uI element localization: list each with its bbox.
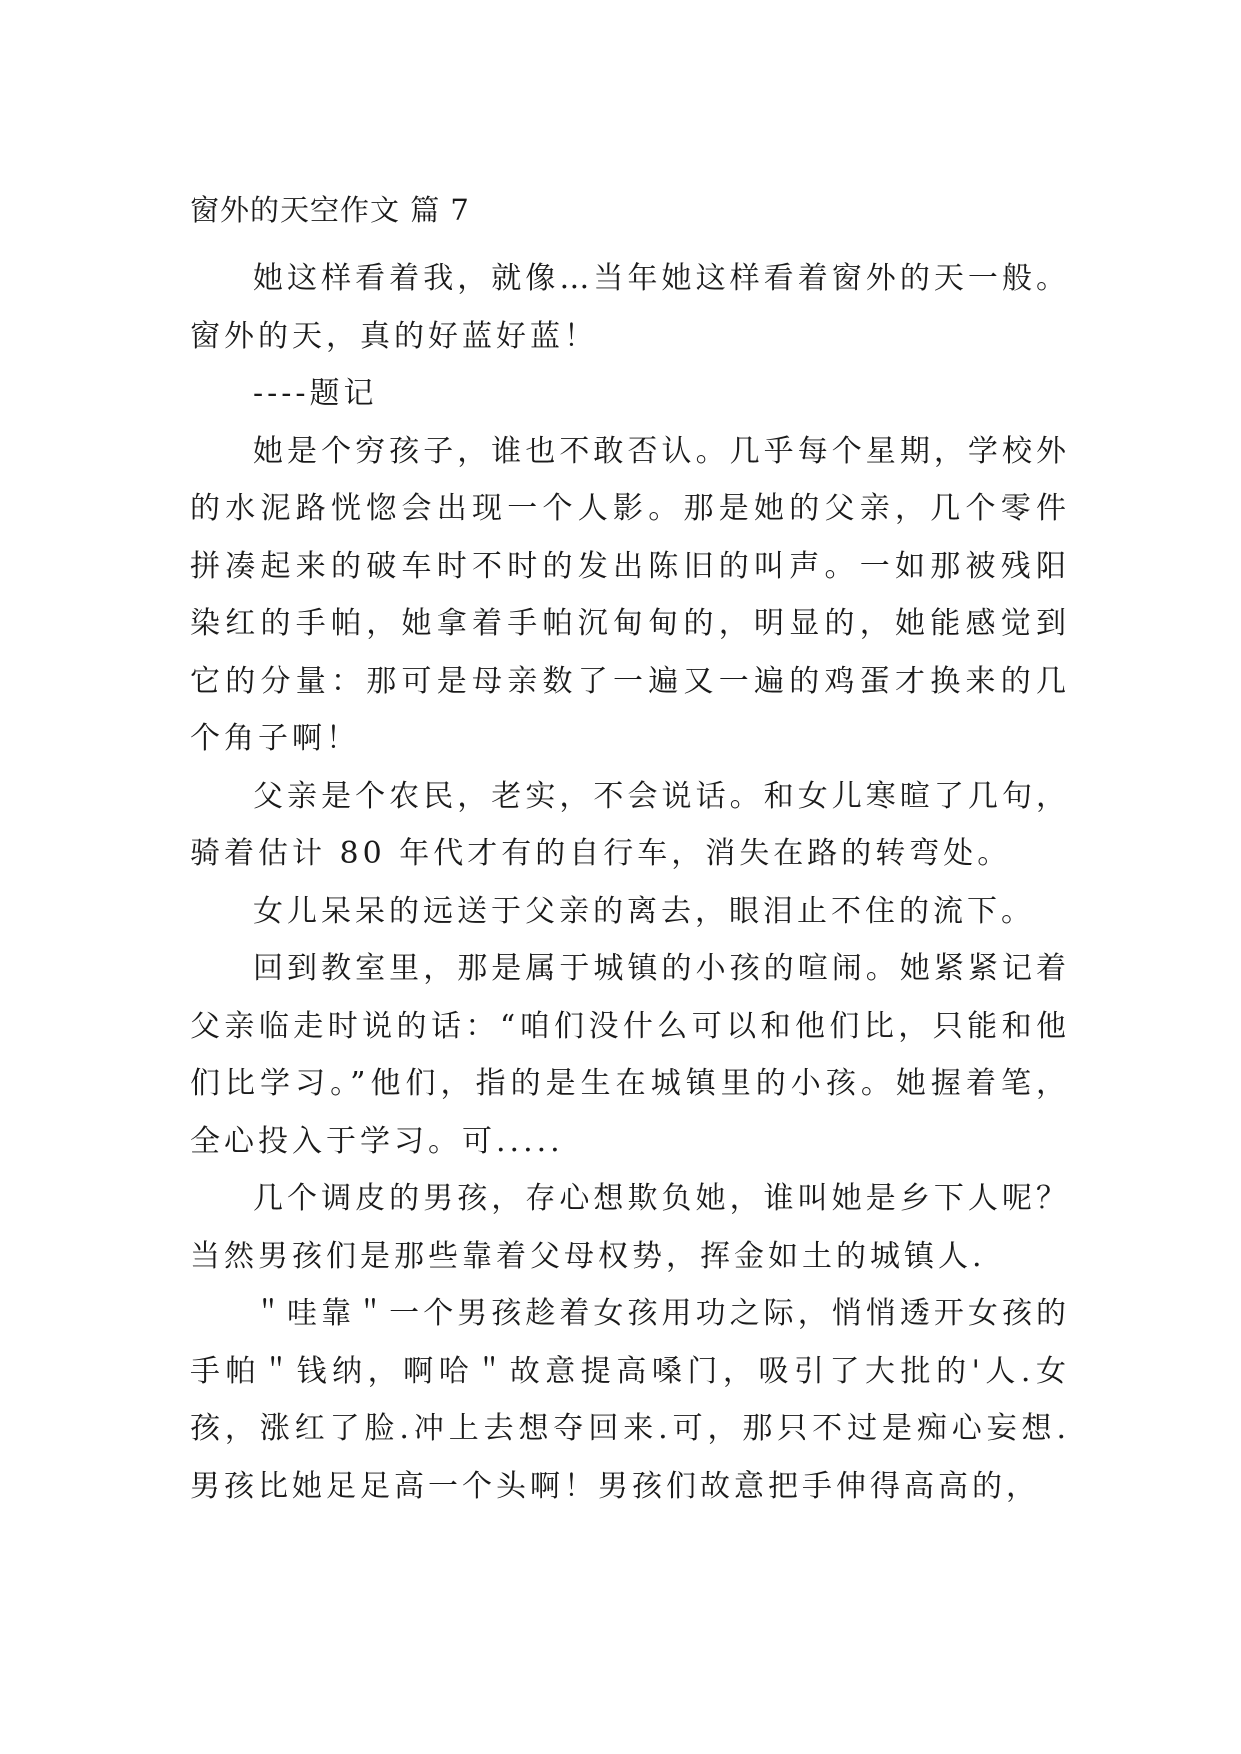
essay-heading: 窗外的天空作文 篇 7	[190, 193, 470, 227]
paragraph-daughter-tears: 女儿呆呆的远送于父亲的离去，眼泪止不住的流下。	[253, 893, 1035, 929]
paragraph-father-farmer: 父亲是个农民，老实，不会说话。和女儿寒暄了几句，骑着估计 80 年代才有的自行车，消失在路的转弯处。	[190, 778, 1070, 871]
paragraph-handkerchief: ＂哇靠＂一个男孩趁着女孩用功之际，悄悄透开女孩的手帕＂钱纳，啊哈＂故意提高嗓门，吸引了大批的'人.女孩，涨红了脸.冲上去想夺回来.可，那只不过是痴心妄想.男孩比她足足高一个头啊！男孩们故意把手伸得高高的，	[190, 1296, 1070, 1504]
paragraph-naughty-boys: 几个调皮的男孩，存心想欺负她，谁叫她是乡下人呢？当然男孩们是那些靠着父母权势，挥金如土的城镇人.	[190, 1181, 1070, 1274]
paragraph-poor-girl: 她是个穷孩子，谁也不敢否认。几乎每个星期，学校外的水泥路恍惚会出现一个人影。那是她的父亲，几个零件拼凑起来的破车时不时的发出陈旧的叫声。一如那被残阳染红的手帕，她拿着手帕沉甸甸的，明显的，她能感觉到它的分量：那可是母亲数了一遍又一遍的鸡蛋才换来的几个角子啊！	[190, 433, 1070, 756]
paragraph-epigraph-note: ----题记	[253, 376, 378, 411]
document-body	[190, 190, 1070, 1515]
paragraph-opening: 她这样看着我，就像…当年她这样看着窗外的天一般。窗外的天，真的好蓝好蓝！	[190, 261, 1070, 354]
paragraph-classroom: 回到教室里，那是属于城镇的小孩的喧闹。她紧紧记着父亲临走时说的话：“咱们没什么可以和他们比，只能和他们比学习。”他们，指的是生在城镇里的小孩。她握着笔，全心投入于学习。可.....	[190, 951, 1070, 1159]
